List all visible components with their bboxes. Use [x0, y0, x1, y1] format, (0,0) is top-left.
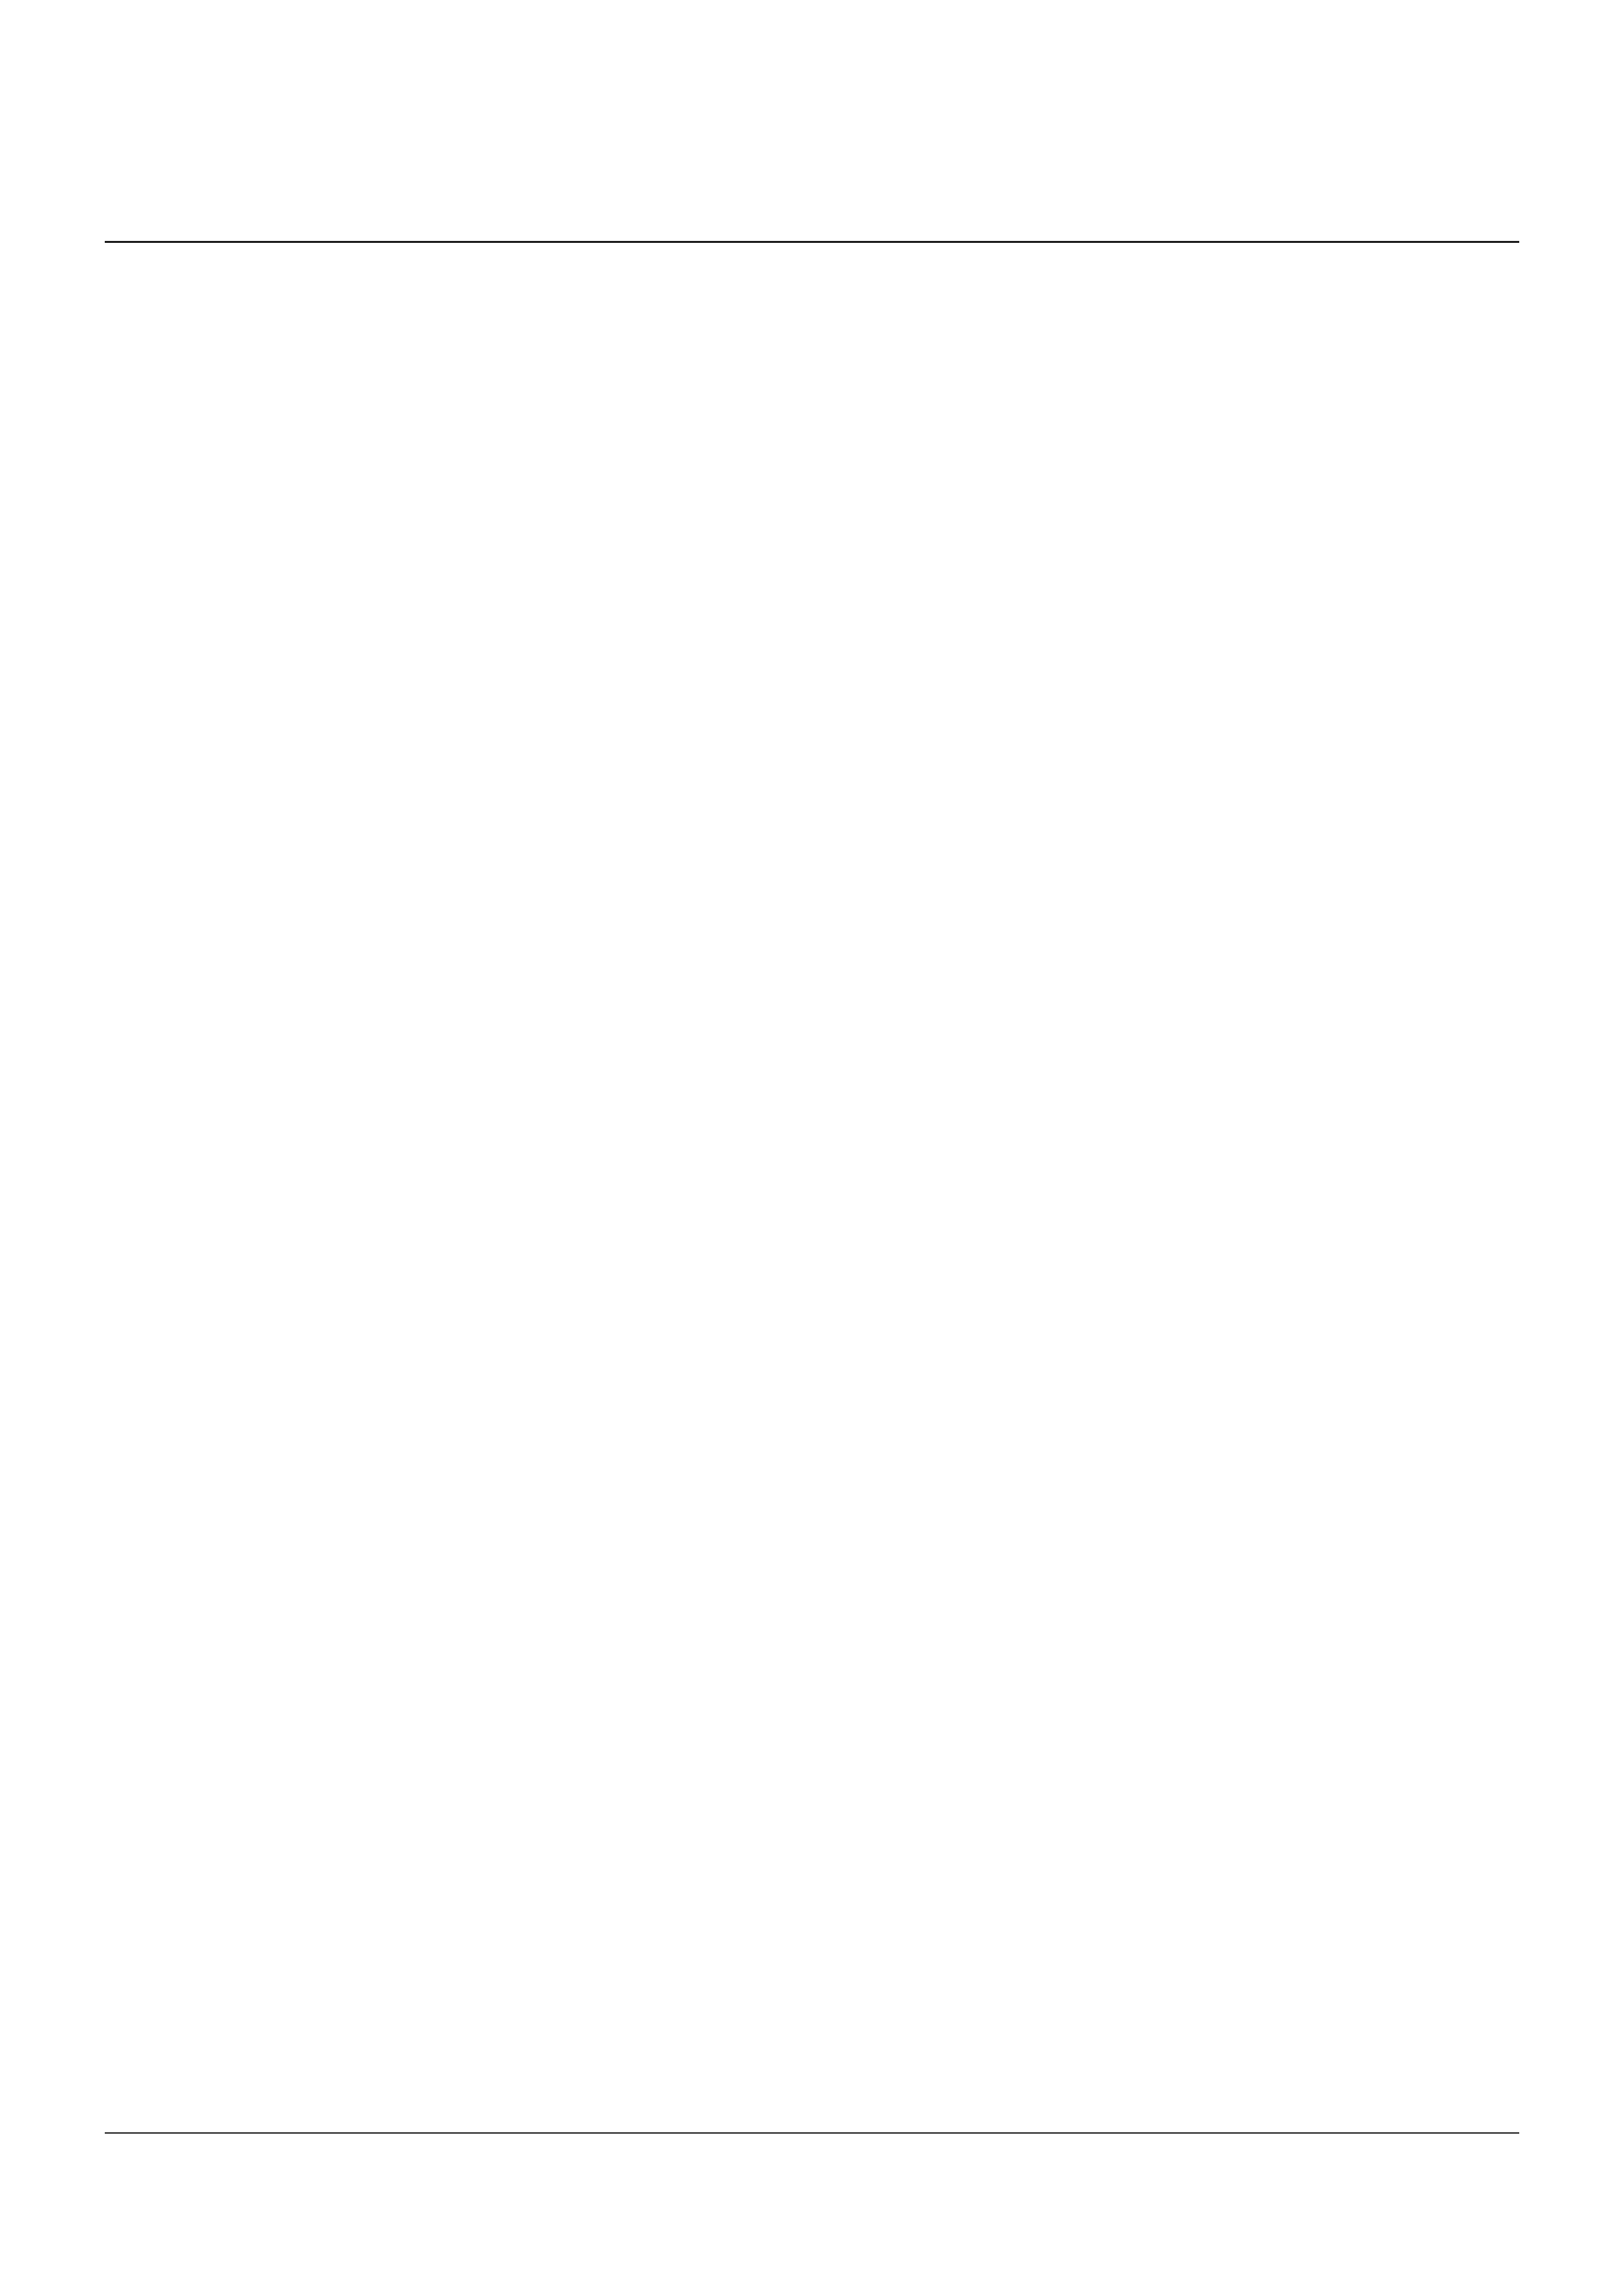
- document-title: [105, 118, 1519, 170]
- paragraph: [105, 302, 1519, 333]
- paragraph: [105, 496, 1519, 527]
- paragraph: [105, 399, 1519, 430]
- document-subtitle: [105, 181, 1519, 215]
- document-page: [105, 118, 1519, 2178]
- document-footer: [105, 2132, 1519, 2178]
- document-body: [105, 280, 1519, 2096]
- document-header: [105, 118, 1519, 243]
